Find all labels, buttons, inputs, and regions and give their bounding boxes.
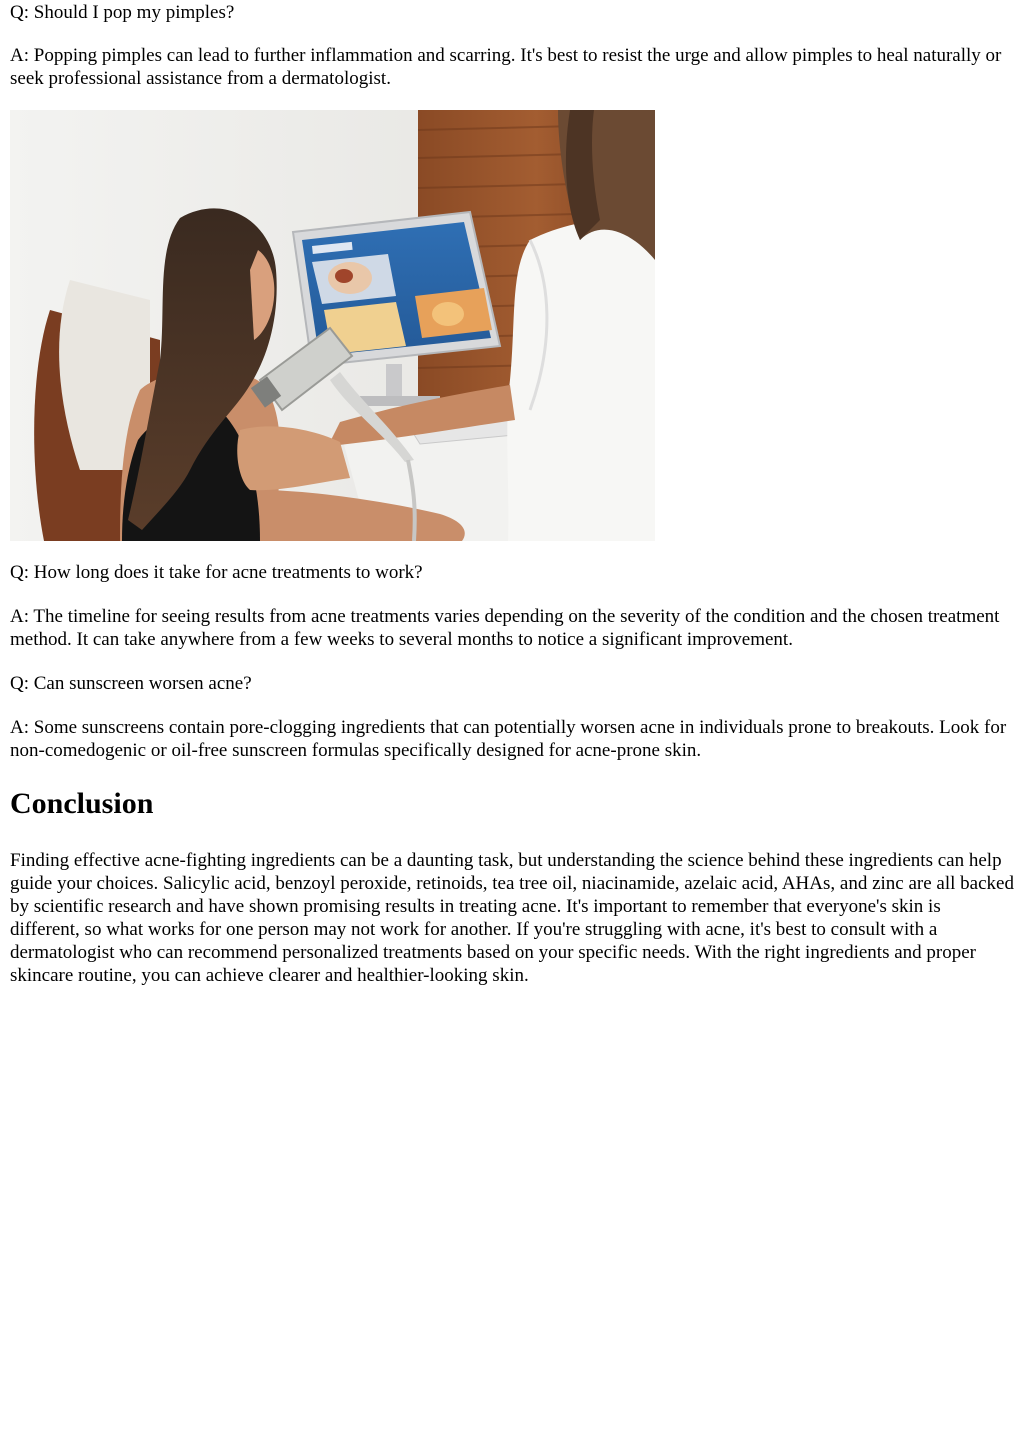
faq-answer-sunscreen: A: Some sunscreens contain pore-clogging ingredients that can potentially worsen acne in individuals prone to breakouts. Look for non-comedogenic or oil-free sunscreen formulas specifically designed for acne-prone skin.	[10, 717, 1007, 761]
conclusion-heading: Conclusion	[10, 787, 154, 820]
faq-answer-pop-pimples: A: Popping pimples can lead to further inflammation and scarring. It's best to resist the urge and allow pimples to heal naturally or seek professional assistance from a dermatologist.	[10, 45, 1002, 89]
faq-question-treatment-timeline: Q: How long does it take for acne treatments to work?	[10, 562, 423, 583]
faq-answer-treatment-timeline: A: The timeline for seeing results from acne treatments varies depending on the severity of the condition and the chosen treatment method. It can take anywhere from a few weeks to several months to notice a significant improvement.	[10, 606, 1000, 650]
faq-question-pop-pimples: Q: Should I pop my pimples?	[10, 2, 235, 23]
dermatology-exam-photo	[10, 110, 655, 541]
conclusion-paragraph: Finding effective acne-fighting ingredients can be a daunting task, but understanding the science behind these ingredients can help guide your choices. Salicylic acid, benzoyl peroxide, retinoids, tea tree oil, niacinamide, azelaic acid, AHAs, and zinc are all backed by scientific research and have shown promising results in treating acne. It's important to remember that everyone's skin is different, so what works for one person may not work for another. If you're struggling with acne, it's best to consult with a dermatologist who can recommend personalized treatments based on your specific needs. With the right ingredients and proper skincare routine, you can achieve clearer and healthier-looking skin.	[10, 850, 1014, 986]
faq-question-sunscreen: Q: Can sunscreen worsen acne?	[10, 673, 252, 694]
